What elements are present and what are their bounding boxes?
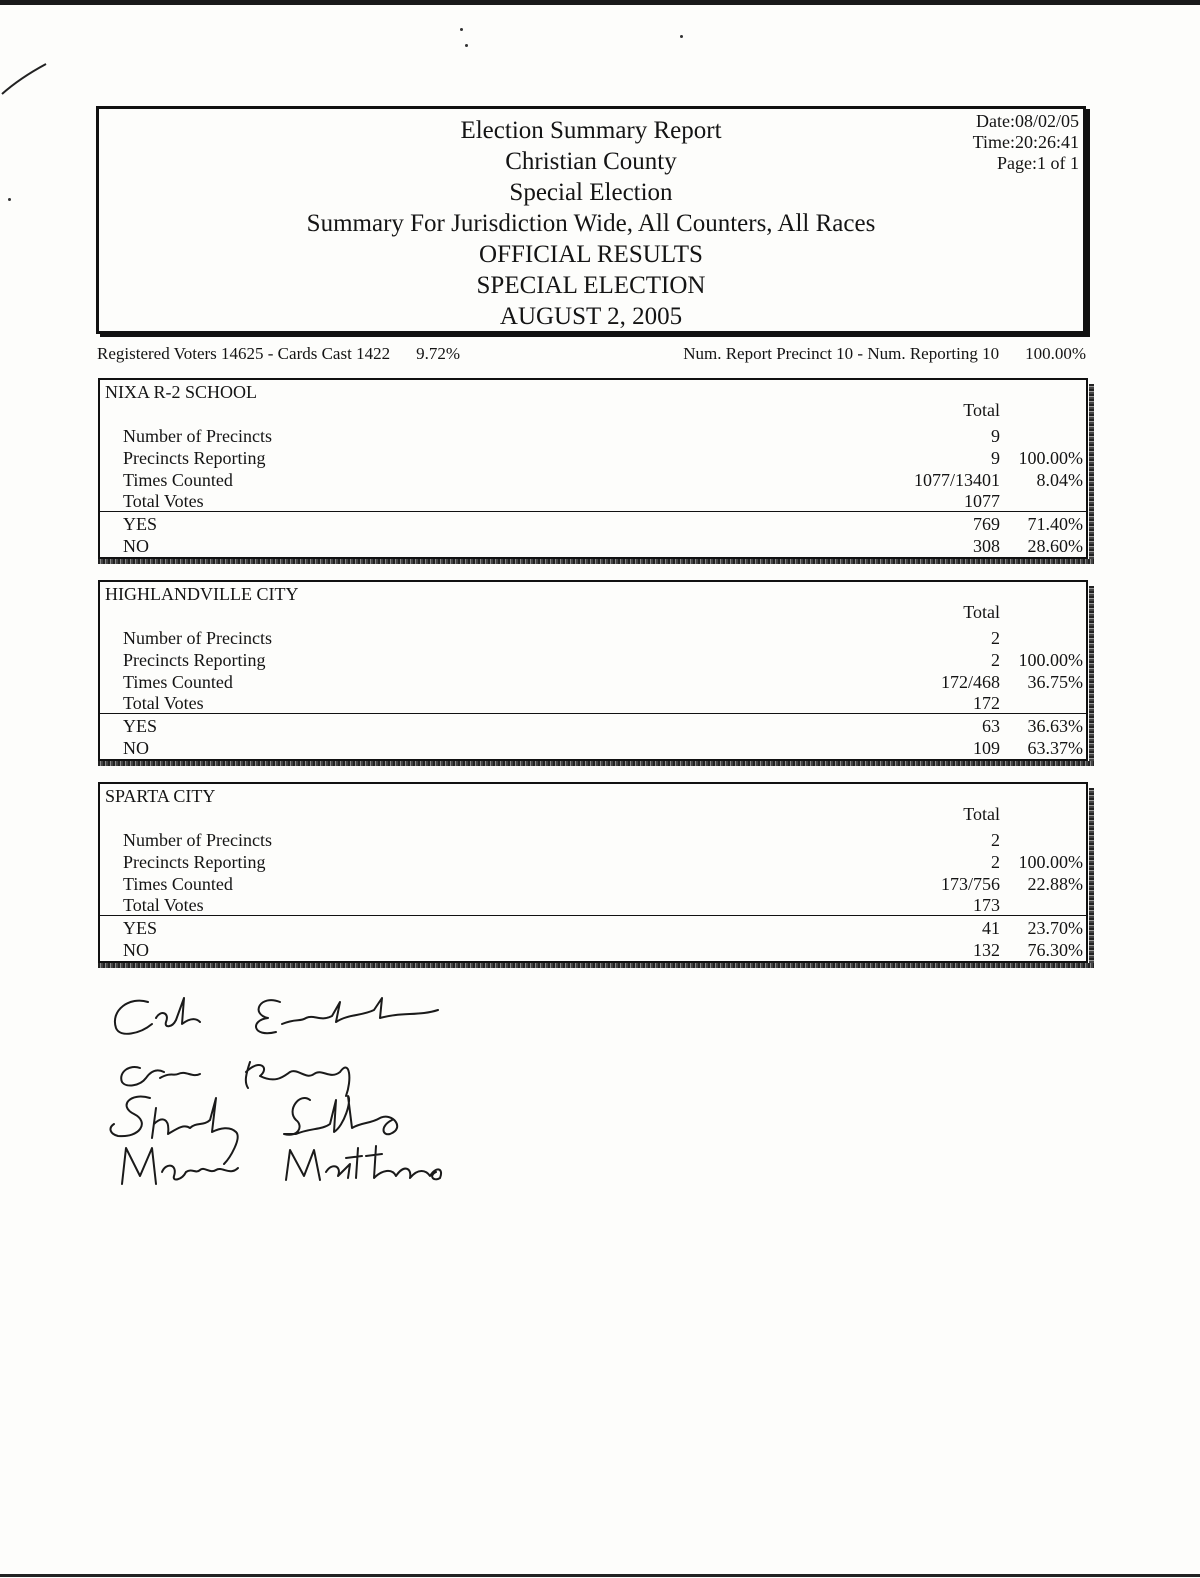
row-pct: 36.63% [1027,716,1083,736]
precinct-report: Num. Report Precinct 10 - Num. Reporting 10 [683,344,1000,363]
row-value: 63 [982,716,1000,736]
row-label: NO [123,738,149,758]
row-value: 173 [973,895,1000,915]
row-value: 2 [991,650,1000,670]
report-meta [973,111,1079,174]
turnout-pct: 9.72% [416,344,460,363]
row-total-votes [100,894,1090,916]
row-label: Total Votes [123,491,204,511]
signature-2 [121,1062,349,1096]
row-pct: 22.88% [1027,874,1083,894]
row-label: Precincts Reporting [123,650,266,670]
row-value: 1077 [964,491,1000,511]
row-label: YES [123,716,158,736]
report-page: Page:1 of 1 [997,153,1079,173]
voters-cards: Registered Voters 14625 - Cards Cast 1422 [97,344,391,363]
race-box-sparta [98,782,1088,963]
row-value: 1077/13401 [913,470,1000,490]
row-pct: 23.70% [1027,918,1083,938]
row-total-votes [100,692,1090,714]
row-times-counted [100,469,1090,491]
row-label: YES [123,514,158,534]
row-divider [100,915,1086,916]
row-precincts-reporting [100,447,1090,469]
row-label: Precincts Reporting [123,852,266,872]
row-pct: 28.60% [1027,536,1083,556]
race-title: SPARTA CITY [105,786,216,806]
race-title: NIXA R-2 SCHOOL [105,382,258,402]
row-label: Total Votes [123,895,204,915]
report-date: Date:08/02/05 [976,111,1079,131]
row-value: 172/468 [940,672,1000,692]
row-number-of-precincts [100,829,1090,851]
row-yes [100,513,1090,535]
row-value: 109 [973,738,1000,758]
row-label: YES [123,918,158,938]
row-pct: 100.00% [1018,650,1083,670]
row-value: 132 [973,940,1000,960]
row-label: Total Votes [123,693,204,713]
row-number-of-precincts [100,425,1090,447]
signature-4 [122,1146,441,1184]
row-label: Precincts Reporting [123,448,266,468]
row-value: 2 [991,628,1000,648]
scan-bottom-edge [0,1574,1200,1577]
row-pct: 100.00% [1018,852,1083,872]
row-no [100,535,1090,557]
row-pct: 36.75% [1027,672,1083,692]
total-column-header: Total [963,804,1000,824]
row-label: Number of Precincts [123,628,272,648]
row-label: NO [123,536,149,556]
row-value: 41 [982,918,1000,938]
row-precincts-reporting [100,851,1090,873]
scan-top-edge [0,0,1200,5]
scan-speck [460,28,463,31]
row-value: 172 [973,693,1000,713]
report-header [96,106,1086,334]
row-times-counted [100,671,1090,693]
row-pct: 76.30% [1027,940,1083,960]
scan-corner-mark [0,60,60,100]
reporting-pct: 100.00% [1025,344,1086,363]
row-value: 308 [973,536,1000,556]
race-box-highlandville [98,580,1088,761]
report-title: Election Summary Report [460,117,722,144]
scan-speck [465,44,468,47]
row-total-votes [100,490,1090,512]
row-label: Times Counted [123,470,233,490]
total-column-header: Total [963,400,1000,420]
row-yes [100,917,1090,939]
row-value: 9 [991,426,1000,446]
signature-1 [115,998,438,1034]
race-box-nixa [98,378,1088,559]
voters-summary [97,344,460,364]
total-column-header: Total [963,602,1000,622]
race-title: HIGHLANDVILLE CITY [105,584,299,604]
report-time: Time:20:26:41 [972,132,1079,152]
scan-speck [8,198,11,201]
row-value: 173/756 [940,874,1000,894]
scan-speck [680,35,683,38]
row-no [100,939,1090,961]
row-label: NO [123,940,149,960]
row-value: 9 [991,448,1000,468]
row-label: Times Counted [123,874,233,894]
row-value: 769 [973,514,1000,534]
row-precincts-reporting [100,649,1090,671]
summary-scope: Summary For Jurisdiction Wide, All Counters, All Races [306,210,876,237]
results-status: OFFICIAL RESULTS [479,241,703,268]
row-number-of-precincts [100,627,1090,649]
precinct-summary [683,344,1086,364]
row-pct: 63.37% [1027,738,1083,758]
row-divider [100,713,1086,714]
row-divider [100,511,1086,512]
row-times-counted [100,873,1090,895]
row-yes [100,715,1090,737]
row-pct: 100.00% [1018,448,1083,468]
row-value: 2 [991,852,1000,872]
row-no [100,737,1090,759]
election-date: AUGUST 2, 2005 [499,303,683,330]
row-label: Number of Precincts [123,830,272,850]
row-label: Times Counted [123,672,233,692]
signatures [100,988,460,1198]
row-pct: 8.04% [1036,470,1083,490]
election-caps: SPECIAL ELECTION [476,272,706,299]
row-label: Number of Precincts [123,426,272,446]
row-pct: 71.40% [1027,514,1083,534]
election-name: Special Election [509,179,673,206]
county-name: Christian County [505,148,677,175]
row-value: 2 [991,830,1000,850]
